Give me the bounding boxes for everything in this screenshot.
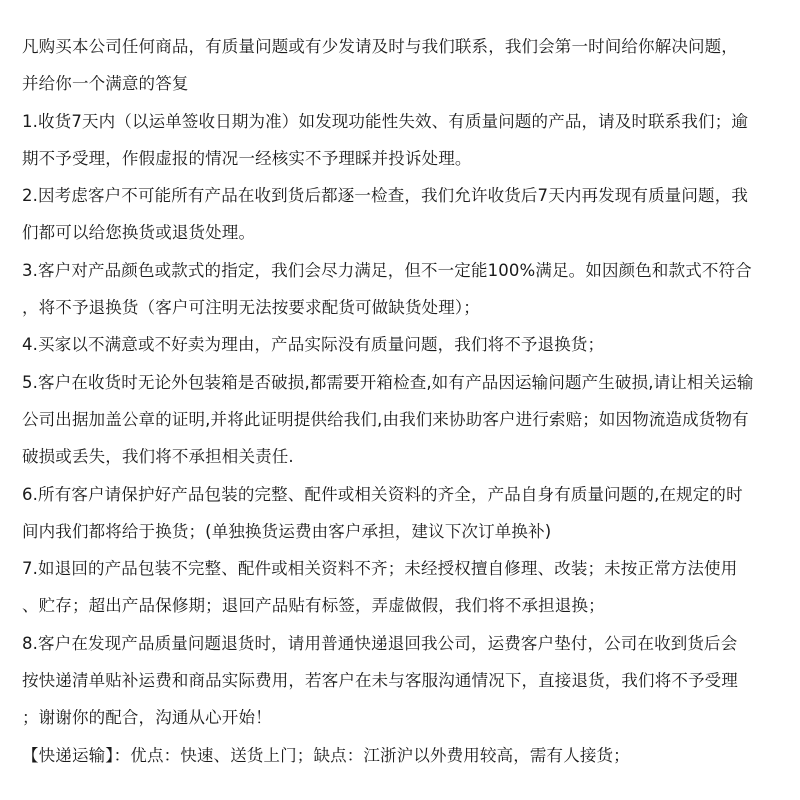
clause-7-line-2: 、贮存；超出产品保修期；退回产品贴有标签，弄虚做假，我们将不承担退换； xyxy=(22,596,605,616)
clause-6-line-2: 间内我们都将给于换货；(单独换货运费由客户承担，建议下次订单换补) xyxy=(22,521,552,541)
clause-4-line-1: 4.买家以不满意或不好卖为理由，产品实际没有质量问题，我们将不予退换货； xyxy=(22,335,605,355)
clause-1-line-2: 期不予受理，作假虚报的情况一经核实不予理睬并投诉处理。 xyxy=(22,148,472,168)
clause-7-line-1: 7.如退回的产品包装不完整、配件或相关资料不齐；未经授权擅自修理、改装；未按正常方法使用 xyxy=(22,559,738,579)
clause-6-line-1: 6.所有客户请保护好产品包装的完整、配件或相关资料的齐全，产品自身有质量问题的,在规定的时 xyxy=(22,484,743,504)
clause-2-line-1: 2.因考虑客户不可能所有产品在收到货后都逐一检查，我们允许收货后7天内再发现有质量问题，我 xyxy=(22,186,748,206)
clause-3-line-2: ，将不予退换货（客户可注明无法按要求配货可做缺货处理）； xyxy=(22,298,480,318)
clause-8-line-3: ；谢谢你的配合，沟通从心开始！ xyxy=(22,708,272,728)
clause-1-line-1: 1.收货7天内（以运单签收日期为准）如发现功能性失效、有质量问题的产品，请及时联系我们；逾 xyxy=(22,111,748,131)
clause-5-line-3: 破损或丢失，我们将不承担相关责任. xyxy=(22,447,294,467)
clause-2-line-2: 们都可以给您换货或退货处理。 xyxy=(22,223,256,243)
intro-line-1: 凡购买本公司任何商品，有质量问题或有少发请及时与我们联系，我们会第一时间给你解决问题， xyxy=(22,37,738,56)
clause-5-line-2: 公司出据加盖公章的证明,并将此证明提供给我们,由我们来协助客户进行索赔；如因物流造成货物有 xyxy=(22,409,749,429)
intro-line-2: 并给你一个满意的答复 xyxy=(22,74,189,94)
clause-8-line-1: 8.客户在发现产品质量问题退货时，请用普通快递退回我公司，运费客户垫付，公司在收到货后会 xyxy=(22,633,738,653)
shipping-note-line: 【快递运输】：优点：快速、送货上门；缺点：江浙沪以外费用较高，需有人接货； xyxy=(22,745,630,765)
policy-document xyxy=(22,28,782,774)
clause-3-line-1: 3.客户对产品颜色或款式的指定，我们会尽力满足，但不一定能100%满足。如因颜色和款式不符合 xyxy=(22,260,752,280)
clause-8-line-2: 按快递清单贴补运费和商品实际费用，若客户在未与客服沟通情况下，直接退货，我们将不予受理 xyxy=(22,671,738,691)
clause-5-line-1: 5.客户在收货时无论外包装箱是否破损,都需要开箱检查,如有产品因运输问题产生破损,请让相关运输 xyxy=(22,372,754,392)
